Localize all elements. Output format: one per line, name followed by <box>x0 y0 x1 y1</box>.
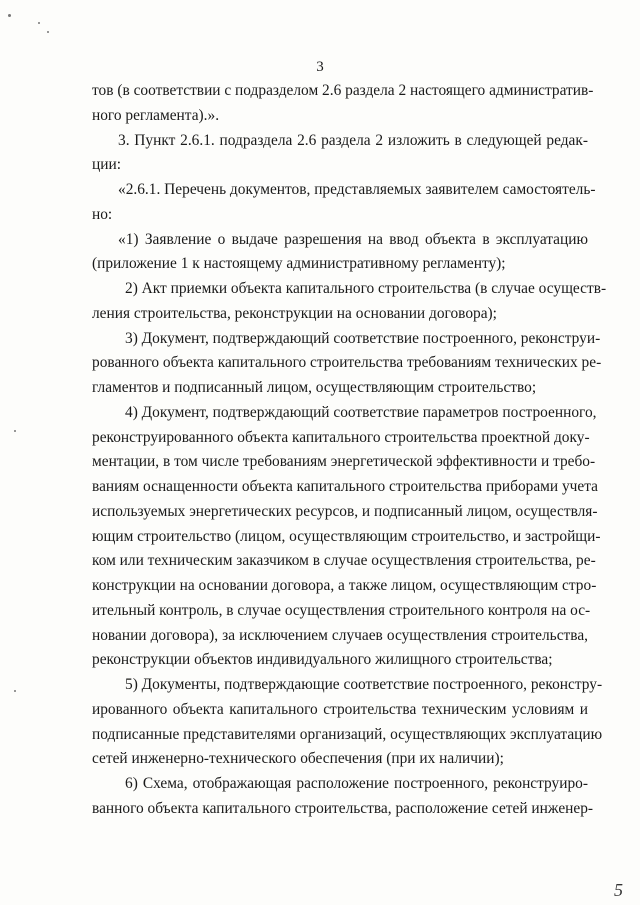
text-line: ком или техническим заказчиком в случае осуществления строительства, ре- <box>92 552 596 569</box>
text-line: ванного объекта капитального строительства, расположение сетей инженер- <box>92 800 594 817</box>
text-line: ющим строительство (лицом, осуществляющим строительство, и застройщи- <box>92 528 601 545</box>
text-line: реконструированного объекта капитального строительства проектной доку- <box>92 429 590 446</box>
scan-speck <box>14 690 16 692</box>
text-line: ментации, в том числе требованиям энергетической эффективности и требо- <box>92 453 596 470</box>
handwritten-page-mark: 5 <box>614 880 623 900</box>
text-line: рованного объекта капитального строительства требованиям технических ре- <box>92 354 602 371</box>
text-line: 6) Схема, отображающая расположение построенного, реконструиро- <box>125 775 588 792</box>
text-line: «1) Заявление о выдаче разрешения на ввод объекта в эксплуатацию <box>118 231 588 248</box>
text-line: используемых энергетических ресурсов, и подписанный лицом, осуществля- <box>92 503 598 520</box>
text-line: (приложение 1 к настоящему административному регламенту); <box>92 255 506 272</box>
text-line: новании договора), за исключением случаев осуществления строительства, <box>92 627 588 644</box>
text-line: тов (в соответствии с подразделом 2.6 раздела 2 настоящего административ- <box>92 82 594 99</box>
text-line: «2.6.1. Перечень документов, представляемых заявителем самостоятель- <box>118 181 596 198</box>
scan-speck <box>38 22 40 24</box>
text-line: конструкции на основании договора, а также лицом, осуществляющим стро- <box>92 577 597 594</box>
text-line: ления строительства, реконструкции на основании договора); <box>92 305 497 322</box>
text-line: подписанные представителями организаций, осуществляющих эксплуатацию <box>92 726 603 743</box>
text-line: 3. Пункт 2.6.1. подраздела 2.6 раздела 2 изложить в следующей редак- <box>118 132 588 149</box>
text-line: гламентов и подписанный лицом, осуществляющим строительство; <box>92 379 537 396</box>
scan-speck <box>14 430 16 432</box>
scan-speck <box>47 31 49 33</box>
text-line: ительный контроль, в случае осуществления строительного контроля на ос- <box>92 602 591 619</box>
text-line: ваниям оснащенности объекта капитального строительства приборами учета <box>92 478 598 495</box>
text-line: 2) Акт приемки объекта капитального строительства (в случае осуществ- <box>125 280 607 297</box>
text-line: реконструкции объектов индивидуального жилищного строительства; <box>92 651 553 668</box>
text-line: ированного объекта капитального строительства техническим условиям и <box>92 701 588 718</box>
scan-speck <box>8 14 11 17</box>
text-line: сетей инженерно-технического обеспечения (при их наличии); <box>92 750 504 767</box>
text-line: 3) Документ, подтверждающий соответствие построенного, реконструи- <box>125 330 601 347</box>
text-line: но: <box>92 206 113 223</box>
text-line: ции: <box>92 156 121 173</box>
text-line: 5) Документы, подтверждающие соответствие построенного, реконстру- <box>125 676 603 693</box>
page-number: 3 <box>316 59 324 75</box>
text-line: 4) Документ, подтверждающий соответствие параметров построенного, <box>125 404 597 421</box>
text-line: ного регламента).». <box>92 107 220 124</box>
